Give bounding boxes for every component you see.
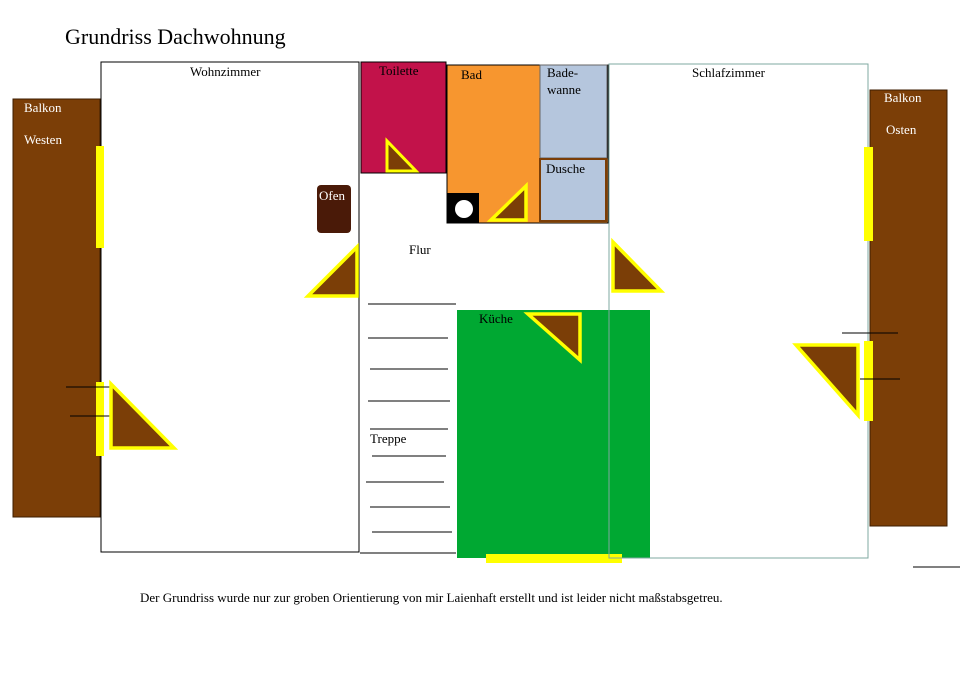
living-room-label: Wohnzimmer [190,64,261,79]
window-west-lower [96,382,104,456]
balcony-east-label: Balkon [884,90,922,105]
stove-label: Ofen [319,188,345,203]
shower-label: Dusche [546,161,585,176]
toilet-label: Toilette [379,63,419,78]
window-east-lower [864,341,873,421]
bedroom-label: Schlafzimmer [692,65,765,80]
window-west-upper [96,146,104,248]
window-east-upper [864,147,873,241]
kitchen [457,310,650,558]
door-bedroom-balcony [796,345,858,415]
bathtub-label-2: wanne [547,82,581,97]
kitchen-label: Küche [479,311,513,326]
stairs-label: Treppe [370,431,407,446]
balcony-east [870,90,947,526]
balcony-west-sublabel: Westen [24,132,62,147]
door-bedroom [613,242,661,291]
window-kitchen [486,554,622,563]
balcony-east-sublabel: Osten [886,122,917,137]
plan-title: Grundriss Dachwohnung [65,24,286,49]
balcony-west [13,99,100,517]
hall-label: Flur [409,242,431,257]
washing-machine-drum [455,200,473,218]
footnote: Der Grundriss wurde nur zur groben Orientierung von mir Laienhaft erstellt und ist leider nicht maßstabsgetreu. [140,590,723,605]
balcony-west-label: Balkon [24,100,62,115]
bathroom-label: Bad [461,67,482,82]
living-room [101,62,359,552]
bathtub-label: Bade- [547,65,579,80]
